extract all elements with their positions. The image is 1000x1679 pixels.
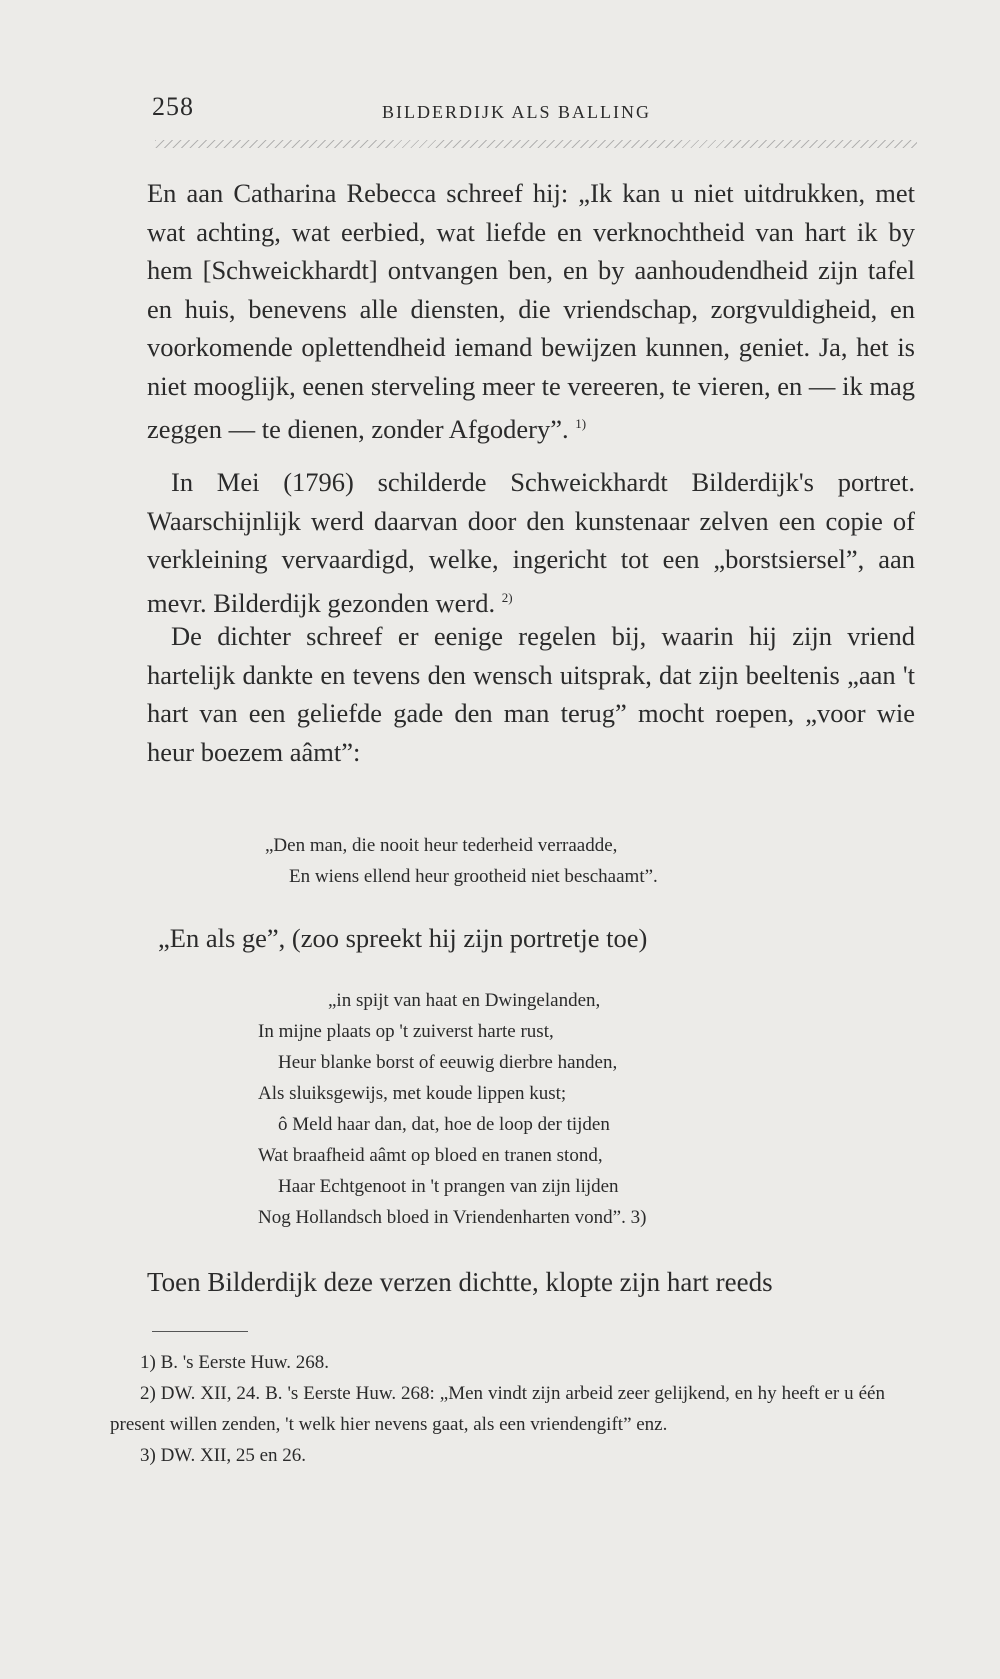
verse-block-2: [258, 985, 646, 1233]
paragraph-5: Toen Bilderdijk deze verzen dichtte, klopte zijn hart reeds: [147, 1267, 773, 1297]
header-rule-ornament: [155, 140, 917, 148]
paragraph-4: „En als ge”, (zoo spreekt hij zijn portretje toe): [158, 923, 648, 953]
verse-line: Nog Hollandsch bloed in Vriendenharten vond”. 3): [258, 1207, 647, 1228]
verse-line: Haar Echtgenoot in 't prangen van zijn lijden: [278, 1176, 619, 1197]
verse-line: Heur blanke borst of eeuwig dierbre handen,: [278, 1052, 618, 1073]
running-title: BILDERDIJK ALS BALLING: [382, 102, 651, 122]
footnote-2: 2) DW. XII, 24. B. 's Eerste Huw. 268: „Men vindt zijn arbeid zeer gelijkend, en hy heeft er u één present willen zenden, 't welk hier nevens gaat, als een vriendengift” enz.: [110, 1383, 885, 1435]
footnote-separator: [152, 1331, 248, 1332]
verse-block-1: [265, 830, 658, 892]
verse-line: Wat braafheid aâmt op bloed en tranen stond,: [258, 1145, 603, 1166]
paragraph-1: En aan Catharina Rebecca schreef hij: „Ik kan u niet uitdrukken, met wat achting, wat eerbied, wat liefde en verknochtheid van hart ik by hem [Schweickhardt] ontvangen ben, en by aanhoudendheid zijn tafel en huis, benevens alle diensten, die vriendschap, zorgvuldigheid, en voorkomende oplettendheid iemand bewijzen kunnen, geniet. Ja, het is niet mooglijk, eenen sterveling meer te vereeren, te vieren, en — ik mag zeggen — te dienen, zonder Afgodery”. $^{1)}$: [147, 178, 915, 444]
page-header: [152, 92, 922, 132]
verse-line: „in spijt van haat en Dwingelanden,: [328, 990, 601, 1011]
verse-line: ô Meld haar dan, dat, hoe de loop der tijden: [278, 1114, 610, 1135]
footnote-1: 1) B. 's Eerste Huw. 268.: [140, 1352, 329, 1373]
page-number: 258: [152, 92, 194, 121]
verse-line: „Den man, die nooit heur tederheid verraadde,: [265, 835, 618, 856]
paragraph-3: De dichter schreef er eenige regelen bij, waarin hij zijn vriend hartelijk dankte en tevens den wensch uitsprak, dat zijn beeltenis „aan 't hart van een geliefde gade den man terug” mocht roepen, „voor wie heur boezem aâmt”:: [147, 621, 915, 767]
verse-line: En wiens ellend heur grootheid niet beschaamt”.: [289, 866, 658, 887]
footnote-ref-2: 2): [501, 589, 513, 605]
footnote-ref-1: 1): [575, 416, 587, 431]
paragraph-2: In Mei (1796) schilderde Schweickhardt Bilderdijk's portret. Waarschijnlijk werd daarvan door den kunstenaar zelven een copie of verkleining vervaardigd, welke, ingericht tot een „borstsiersel”, aan mevr. Bilderdijk gezonden werd. $^{2)}$: [147, 467, 915, 618]
footnotes: [110, 1347, 885, 1471]
footnote-3: 3) DW. XII, 25 en 26.: [140, 1445, 307, 1466]
verse-line: Als sluiksgewijs, met koude lippen kust;: [258, 1083, 567, 1104]
verse-line: In mijne plaats op 't zuiverst harte rust,: [258, 1021, 554, 1042]
